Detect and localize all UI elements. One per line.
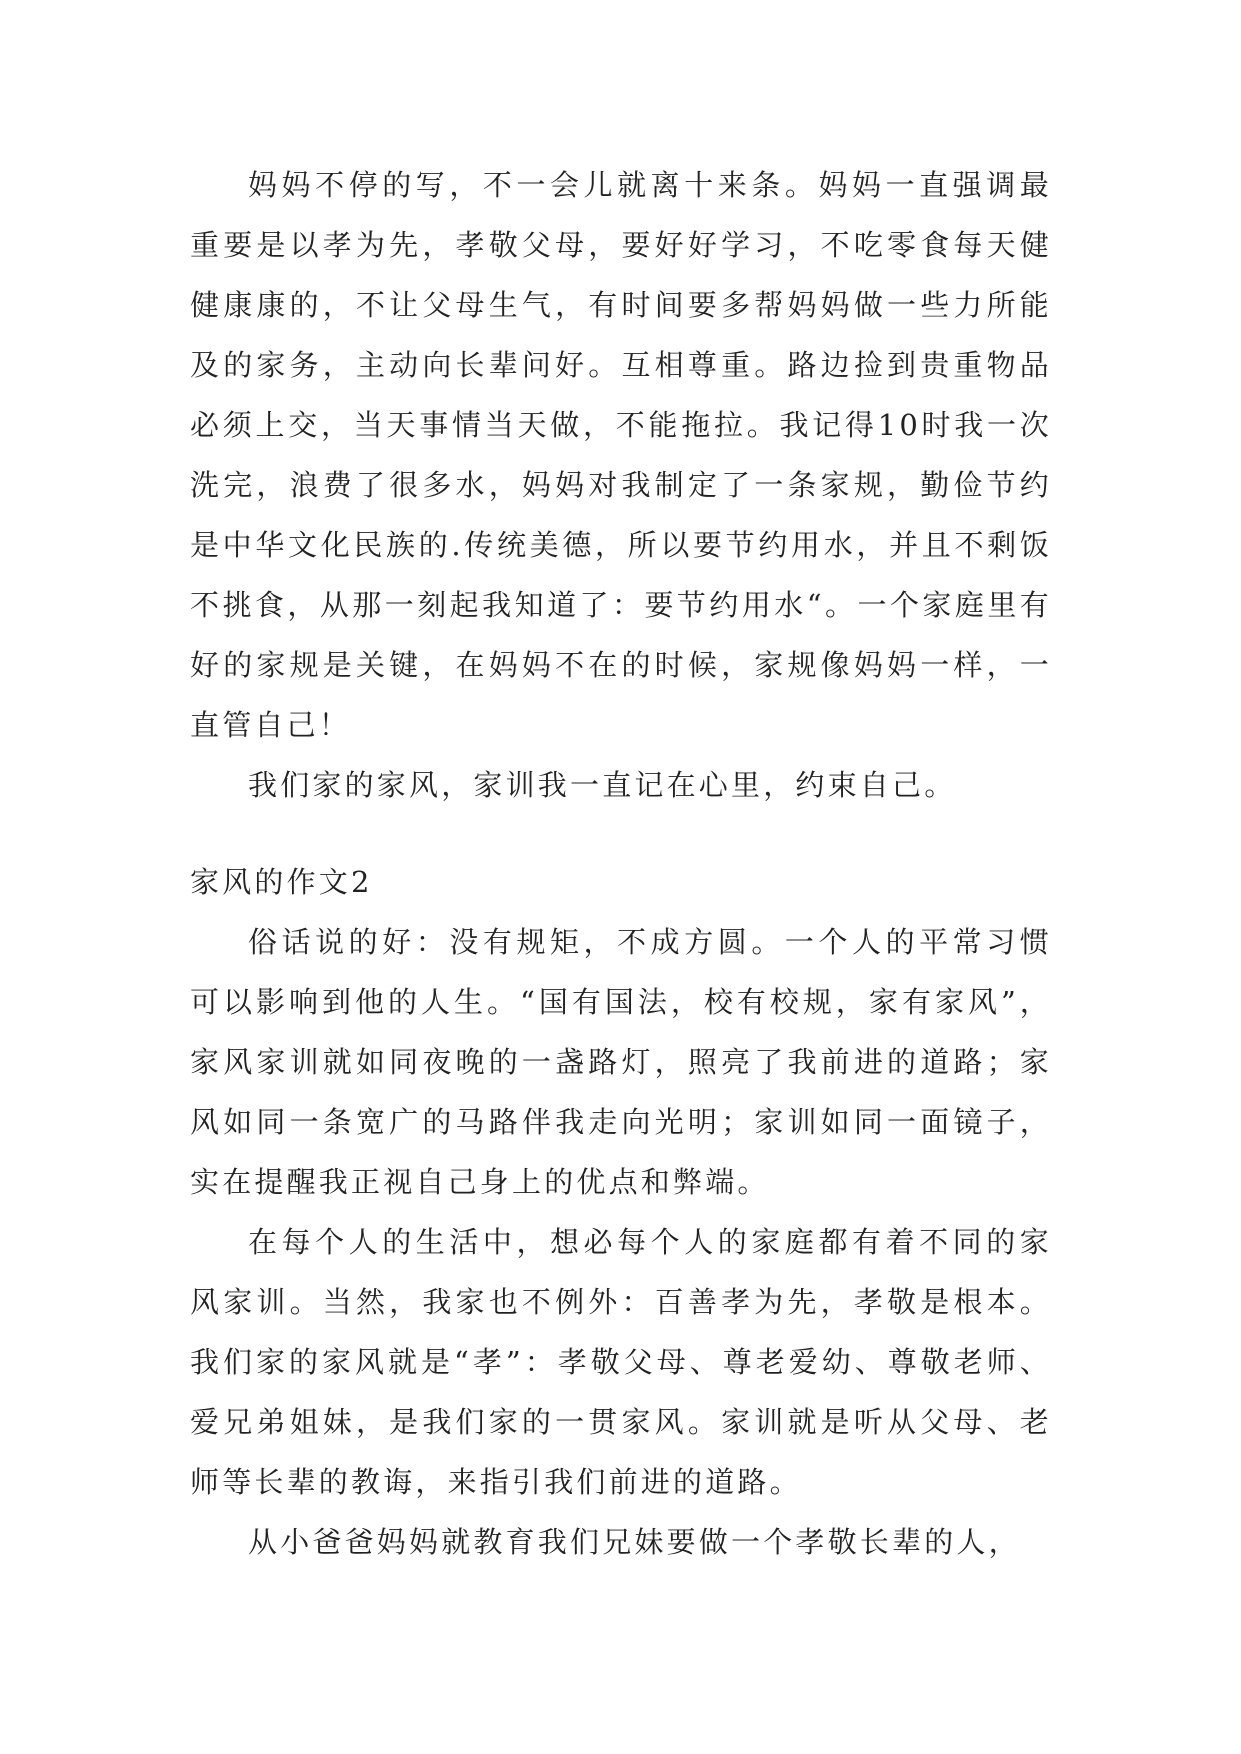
paragraph: 从小爸爸妈妈就教育我们兄妹要做一个孝敬长辈的人， (248, 1525, 1021, 1559)
section-1 (190, 155, 1052, 815)
section-heading: 家风的作文2 (190, 865, 373, 899)
paragraph: 我们家的家风，家训我一直记在心里，约束自己。 (248, 768, 957, 802)
paragraph: 在每个人的生活中，想必每个人的家庭都有着不同的家风家训。当然，我家也不例外：百善孝为先，孝敬是根本。我们家的家风就是“孝”：孝敬父母、尊老爱幼、尊敬老师、爱兄弟姐妹，是我们家的一贯家风。家训就是听从父母、老师等长辈的教诲，来指引我们前进的道路。 (190, 1225, 1052, 1499)
paragraph: 妈妈不停的写，不一会儿就离十来条。妈妈一直强调最重要是以孝为先，孝敬父母，要好好学习，不吃零食每天健健康康的，不让父母生气，有时间要多帮妈妈做一些力所能及的家务，主动向长辈问好。互相尊重。路边捡到贵重物品必须上交，当天事情当天做，不能拖拉。我记得10时我一次洗完，浪费了很多水，妈妈对我制定了一条家规，勤俭节约是中华文化民族的.传统美德，所以要节约用水，并且不剩饭不挑食，从那一刻起我知道了：要节约用水“。一个家庭里有好的家规是关键，在妈妈不在的时候，家规像妈妈一样，一直管自己！ (190, 168, 1052, 742)
section-2 (190, 852, 1052, 1572)
paragraph: 俗话说的好：没有规矩，不成方圆。一个人的平常习惯可以影响到他的人生。“国有国法，校有校规，家有家风”，家风家训就如同夜晚的一盏路灯，照亮了我前进的道路；家风如同一条宽广的马路伴我走向光明；家训如同一面镜子，实在提醒我正视自己身上的优点和弊端。 (190, 925, 1052, 1199)
